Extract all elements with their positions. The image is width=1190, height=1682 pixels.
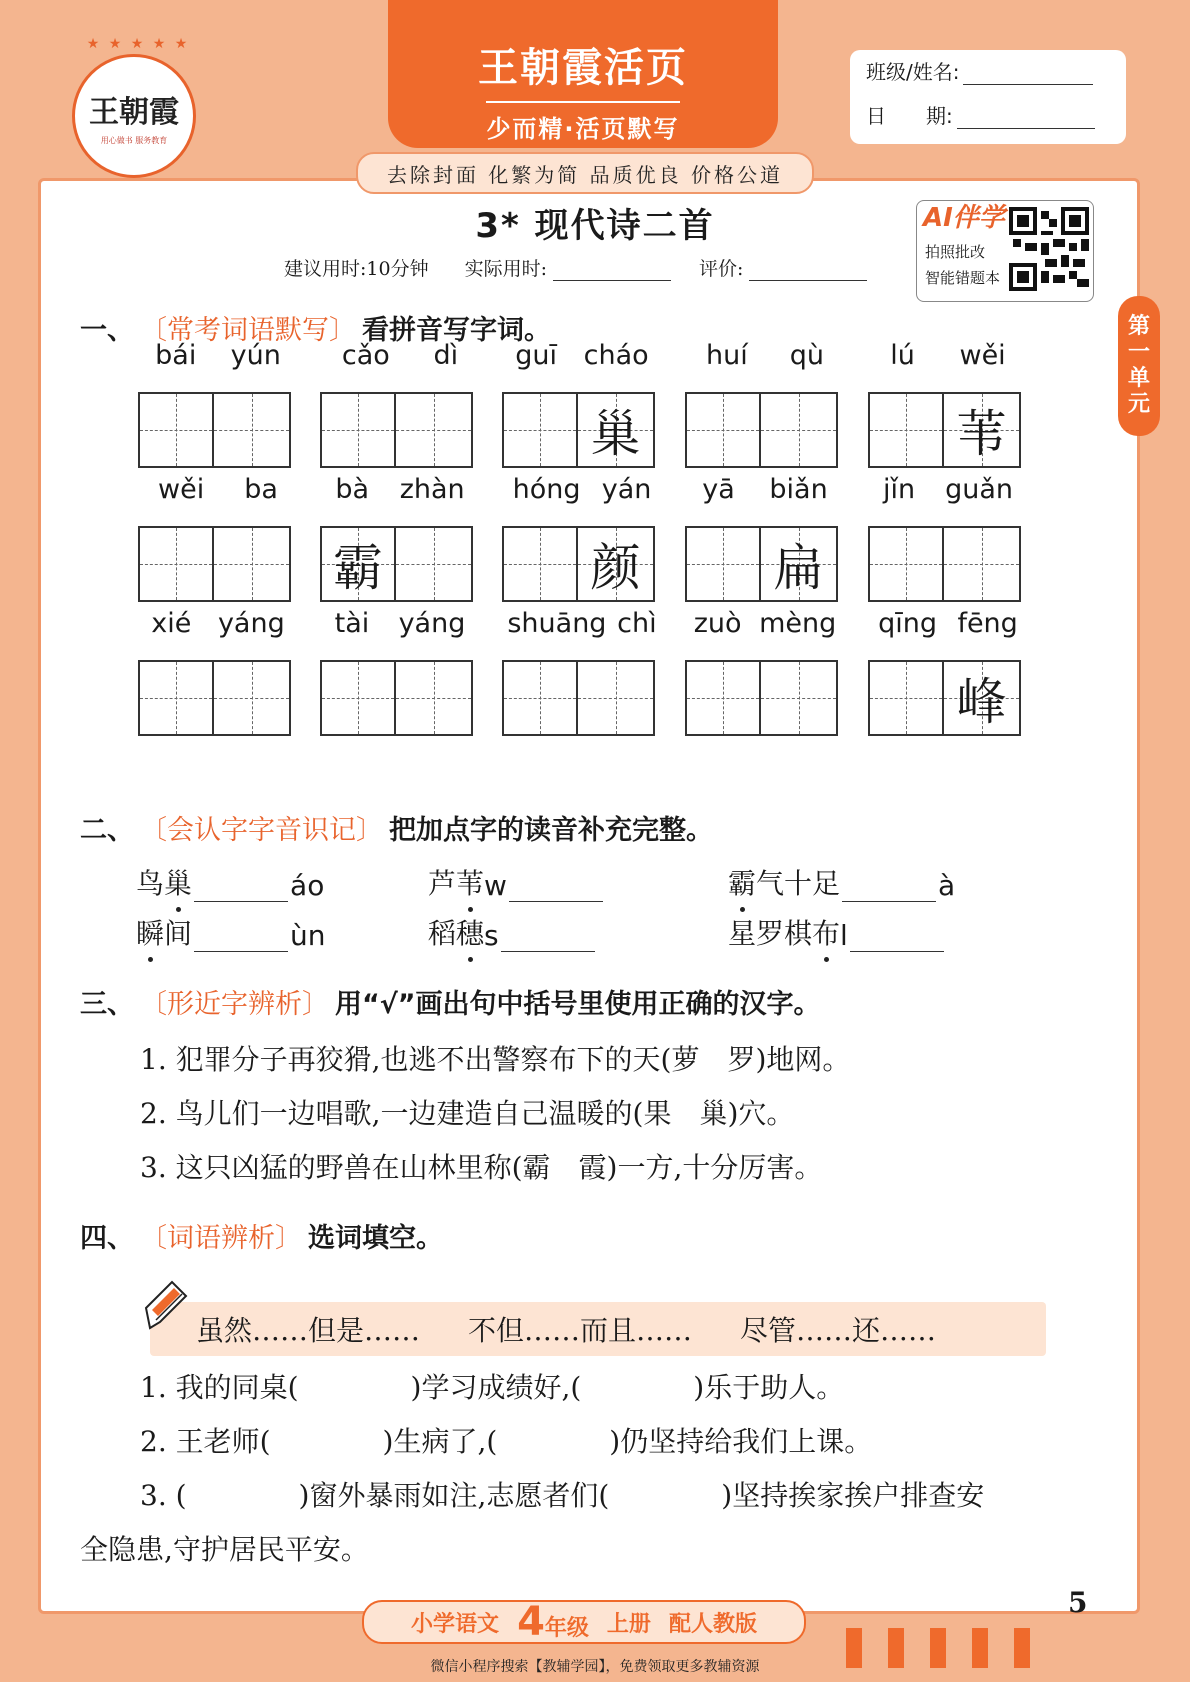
word-item [685, 608, 845, 736]
word-item [138, 608, 298, 736]
sentence-line[interactable]: 1. 犯罪分子再狡猾,也逃不出警察布下的天(萝 罗)地网。 [140, 1043, 851, 1076]
tian-zi-ge-cell[interactable] [578, 526, 655, 602]
tian-zi-ge-cell[interactable] [944, 392, 1021, 468]
writing-boxes [868, 660, 1028, 736]
section-tag: 〔常考词语默写〕 [140, 315, 356, 346]
pinyin-syllable: hóng [512, 474, 581, 505]
tian-zi-ge-cell[interactable] [685, 392, 761, 468]
pinyin [138, 608, 298, 648]
pinyin-suffix: à [938, 869, 956, 902]
pronunciation-item [136, 862, 324, 902]
ai-line2: 智能错题本 [925, 269, 1001, 287]
tian-zi-ge-cell[interactable] [138, 392, 214, 468]
slogan: 去除封面 化繁为简 品质优良 价格公道 [356, 152, 814, 194]
pinyin-syllable: lú [890, 340, 915, 371]
tian-zi-ge-cell[interactable] [396, 392, 473, 468]
pinyin-syllable: zhàn [399, 474, 465, 505]
writing-boxes [685, 660, 845, 736]
word-item [320, 474, 480, 602]
section3-heading [80, 982, 821, 1021]
answer-blank[interactable] [501, 925, 595, 952]
word-part: 星罗棋 [728, 917, 813, 950]
pinyin-syllable: bà [335, 474, 370, 505]
ai-line1: 拍照批改 [925, 243, 986, 261]
sentence-line[interactable]: 2. 鸟儿们一边唱歌,一边建造自己温暖的(果 巢)穴。 [140, 1097, 795, 1130]
section-instruction: 把加点字的读音补充完整。 [389, 815, 713, 846]
banner-title: 王朝霞活页 [478, 44, 688, 91]
name-date-box [850, 50, 1126, 144]
dotted-character: 瞬 [136, 912, 164, 952]
footer-grade: 年级 [544, 1616, 589, 1641]
unit-tab [1118, 296, 1160, 436]
unit-tab-char: 单 [1127, 366, 1150, 391]
tian-zi-ge-cell[interactable] [761, 526, 838, 602]
word-item [138, 474, 298, 602]
logo-badge [72, 54, 196, 178]
word-part: 间 [164, 917, 193, 950]
footer-edition: 配人教版 [668, 1611, 757, 1637]
pinyin-syllable: ba [244, 474, 278, 505]
answer-blank[interactable] [509, 875, 603, 902]
tian-zi-ge-cell[interactable] [138, 660, 214, 736]
tian-zi-ge-cell[interactable] [868, 526, 944, 602]
unit-tab-char: 一 [1127, 340, 1150, 365]
section-instruction: 看拼音写字词。 [362, 315, 551, 346]
fill-line[interactable]: 1. 我的同桌( )学习成绩好,( )乐于助人。 [140, 1371, 845, 1404]
suggested-time: 建议用时:10分钟 [284, 258, 429, 280]
unit-tab-char: 元 [1127, 392, 1150, 417]
tian-zi-ge-cell[interactable] [502, 660, 578, 736]
pinyin-prefix: w [484, 869, 507, 902]
section-number: 四、 [80, 1223, 134, 1254]
ai-companion-box [916, 200, 1094, 302]
word-choice-bar [150, 1302, 1046, 1356]
dotted-character: 霸 [728, 862, 756, 902]
pinyin-syllable: guī [515, 340, 558, 371]
pinyin-syllable: fēng [957, 608, 1018, 639]
pinyin-syllable: qù [789, 340, 824, 371]
pinyin-syllable: guǎn [945, 474, 1013, 505]
pinyin-syllable: yáng [217, 608, 285, 639]
word-part: 稻 [428, 917, 457, 950]
section4-heading [80, 1216, 443, 1255]
answer-blank[interactable] [194, 925, 288, 952]
pinyin [685, 474, 845, 514]
word-item [502, 608, 662, 736]
tian-zi-ge-cell[interactable] [214, 392, 291, 468]
writing-boxes [320, 526, 480, 602]
pinyin [320, 340, 480, 380]
section-number: 三、 [80, 989, 134, 1020]
tian-zi-ge-cell[interactable] [396, 526, 473, 602]
star-icons: ★ ★ ★ ★ ★ [86, 36, 188, 52]
lesson-title: 3* 现代诗二首 [475, 206, 715, 246]
pinyin [868, 608, 1028, 648]
tian-zi-ge-cell[interactable] [868, 392, 944, 468]
tian-zi-ge-cell[interactable] [320, 660, 396, 736]
actual-time-field[interactable] [553, 262, 671, 281]
tian-zi-ge-cell[interactable] [214, 526, 291, 602]
tian-zi-ge-cell[interactable] [944, 526, 1021, 602]
class-name-field[interactable] [963, 62, 1093, 85]
writing-boxes [138, 392, 298, 468]
tian-zi-ge-cell[interactable] [502, 392, 578, 468]
footer-band [362, 1600, 806, 1644]
fill-line[interactable]: 全隐患,守护居民平安。 [80, 1533, 369, 1566]
pinyin [320, 608, 480, 648]
writing-boxes [320, 660, 480, 736]
watermark: 微信小程序搜索【教辅学园】，免费领取更多教辅资源 [430, 1659, 760, 1675]
section-tag: 〔词语辨析〕 [140, 1223, 302, 1254]
logo-subtitle: 用心做书 服务教育 [100, 135, 168, 145]
tian-zi-ge-cell[interactable] [396, 660, 473, 736]
section-number: 一、 [80, 315, 134, 346]
writing-boxes [502, 660, 662, 736]
date-field[interactable] [957, 106, 1095, 129]
pinyin-syllable: qīng [878, 608, 938, 639]
word-item [685, 340, 845, 468]
tian-zi-ge-cell[interactable] [944, 660, 1021, 736]
answer-blank[interactable] [194, 875, 288, 902]
fill-line[interactable]: 3. ( )窗外暴雨如注,志愿者们( )坚持挨家挨户排查安 [140, 1479, 985, 1512]
class-name-row [866, 56, 1093, 85]
writing-boxes [685, 526, 845, 602]
tian-zi-ge-cell[interactable] [761, 660, 838, 736]
dotted-character: 布 [812, 912, 840, 952]
writing-boxes [320, 392, 480, 468]
pinyin-suffix: ùn [290, 919, 326, 952]
pencil-icon [142, 1278, 190, 1332]
word-part: 鸟 [136, 867, 165, 900]
word-part: 气十足 [756, 867, 841, 900]
tian-zi-ge-cell[interactable] [320, 392, 396, 468]
word-item [138, 340, 298, 468]
pinyin-syllable: wěi [158, 474, 205, 505]
cell-character: 扁 [773, 539, 824, 597]
qr-code-icon[interactable] [1009, 207, 1089, 291]
word-item [502, 340, 662, 468]
writing-boxes [138, 526, 298, 602]
pinyin-syllable: yáng [398, 608, 466, 639]
cell-character: 峰 [956, 673, 1007, 731]
word-item [685, 474, 845, 602]
cell-character: 霸 [333, 539, 383, 597]
pronunciation-item [136, 912, 326, 952]
word-choice: 不但……而且…… [468, 1314, 693, 1347]
tian-zi-ge-cell[interactable] [578, 660, 655, 736]
dotted-character: 巢 [164, 862, 192, 902]
section-tag: 〔会认字字音识记〕 [140, 815, 383, 846]
word-item [320, 608, 480, 736]
cell-character: 颜 [590, 539, 641, 597]
tian-zi-ge-cell[interactable] [578, 392, 655, 468]
pronunciation-item [728, 862, 955, 902]
answer-blank[interactable] [842, 875, 936, 902]
word-choice: 尽管……还…… [740, 1314, 937, 1347]
writing-boxes [502, 526, 662, 602]
pronunciation-item [428, 862, 605, 902]
word-choice: 虽然……但是…… [196, 1314, 421, 1347]
pinyin-syllable: jǐn [882, 474, 916, 505]
pinyin-syllable: cháo [583, 340, 649, 371]
writing-boxes [868, 526, 1028, 602]
answer-blank[interactable] [850, 925, 944, 952]
pinyin [138, 474, 298, 514]
word-item [868, 474, 1028, 602]
dotted-character: 穗 [456, 912, 484, 952]
word-item [868, 608, 1028, 736]
section-instruction: 用“√”画出句中括号里使用正确的汉字。 [335, 989, 821, 1020]
pinyin-syllable: zuò [693, 608, 742, 639]
pinyin-suffix: áo [290, 869, 325, 902]
class-name-label: 班级/姓名: [866, 60, 960, 84]
pinyin [868, 474, 1028, 514]
pinyin [138, 340, 298, 380]
pinyin-syllable: dì [433, 340, 459, 371]
tian-zi-ge-cell[interactable] [320, 526, 396, 602]
ai-brand: AI伴学 [923, 203, 1005, 233]
tian-zi-ge-cell[interactable] [214, 660, 291, 736]
footer-term: 上册 [606, 1611, 651, 1637]
tian-zi-ge-cell[interactable] [868, 660, 944, 736]
date-row [866, 100, 1095, 129]
unit-tab-char: 第 [1127, 314, 1150, 339]
brand-logo [72, 36, 200, 176]
word-part: 芦 [428, 867, 457, 900]
pinyin-syllable: yā [702, 474, 735, 505]
word-item [502, 474, 662, 602]
banner-subtitle: 少而精·活页默写 [486, 101, 679, 144]
actual-time-label: 实际用时: [464, 258, 547, 280]
tian-zi-ge-cell[interactable] [761, 392, 838, 468]
tian-zi-ge-cell[interactable] [685, 660, 761, 736]
sentence-line[interactable]: 3. 这只凶猛的野兽在山林里称(霸 霞)一方,十分厉害。 [140, 1151, 823, 1184]
section-instruction: 选词填空。 [308, 1223, 443, 1254]
writing-boxes [868, 392, 1028, 468]
cell-character: 苇 [956, 405, 1007, 463]
evaluation-label: 评价: [699, 258, 744, 280]
evaluation-field[interactable] [749, 262, 867, 281]
pinyin [685, 340, 845, 380]
pinyin-syllable: yán [601, 474, 652, 505]
word-item [320, 340, 480, 468]
pinyin-syllable: biǎn [769, 474, 828, 505]
section2-heading [80, 808, 713, 847]
pinyin [320, 474, 480, 514]
pinyin-syllable: xié [151, 608, 192, 639]
pinyin-syllable: huí [706, 340, 748, 371]
tian-zi-ge-cell[interactable] [138, 526, 214, 602]
word-item [868, 340, 1028, 468]
tian-zi-ge-cell[interactable] [685, 526, 761, 602]
date-label: 日 期: [866, 104, 953, 128]
fill-line[interactable]: 2. 王老师( )生病了,( )仍坚持给我们上课。 [140, 1425, 873, 1458]
pinyin-prefix: s [484, 919, 499, 952]
footer-subject: 小学语文 [411, 1611, 500, 1637]
page-number: 5 [1068, 1586, 1088, 1619]
footer-grade-number: 4 [517, 1599, 545, 1645]
dotted-character: 苇 [456, 862, 484, 902]
pinyin-syllable: bái [155, 340, 197, 371]
pinyin-prefix: l [840, 919, 848, 952]
pinyin [502, 474, 662, 514]
pinyin-syllable: cǎo [341, 340, 390, 371]
section-tag: 〔形近字辨析〕 [140, 989, 329, 1020]
pinyin [502, 608, 662, 648]
pinyin-syllable: wěi [959, 340, 1006, 371]
pronunciation-item [728, 912, 946, 952]
pinyin-syllable: tài [334, 608, 370, 639]
pinyin [868, 340, 1028, 380]
pinyin-syllable: chì [617, 608, 657, 639]
pronunciation-item [428, 912, 597, 952]
pinyin-syllable: yún [230, 340, 281, 371]
tian-zi-ge-cell[interactable] [502, 526, 578, 602]
section-number: 二、 [80, 815, 134, 846]
writing-boxes [685, 392, 845, 468]
writing-boxes [138, 660, 298, 736]
logo-text: 王朝霞 [89, 94, 179, 130]
pinyin-syllable: mèng [759, 608, 837, 639]
pinyin-syllable: shuāng [507, 608, 607, 639]
pinyin [502, 340, 662, 380]
pinyin [685, 608, 845, 648]
writing-boxes [502, 392, 662, 468]
header-banner [388, 0, 778, 148]
cell-character: 巢 [590, 405, 641, 463]
time-row [284, 254, 867, 281]
